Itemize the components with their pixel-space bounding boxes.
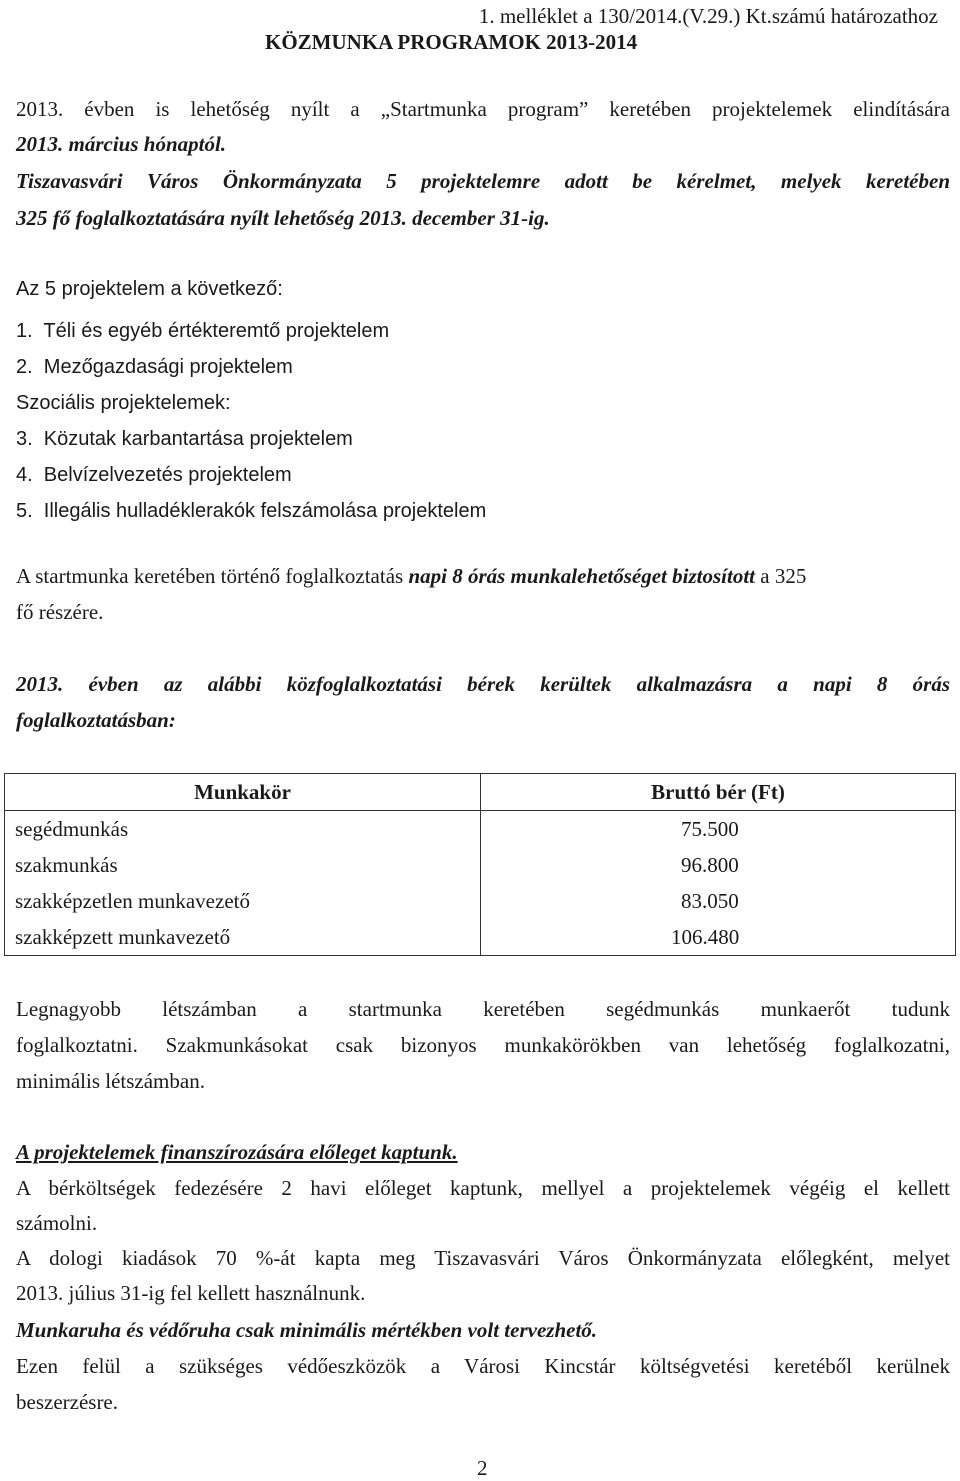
financing-p2-line-2: 2013. július 31-ig fel kellett használnunk. — [16, 1281, 366, 1305]
list-item: 5. Illegális hulladéklerakók felszámolása projektelem — [16, 500, 487, 522]
table-header-cell: Bruttó bér (Ft) — [481, 774, 956, 811]
list-item: 2. Mezőgazdasági projektelem — [16, 356, 293, 378]
table-cell: 96.800 — [481, 847, 956, 883]
startmunka-line-2: fő részére. — [16, 600, 104, 624]
annex-reference: 1. melléklet a 130/2014.(V.29.) Kt.számú határozathoz — [478, 4, 938, 28]
intro-line-4: 325 fő foglalkoztatására nyílt lehetőség 2013. december 31-ig. — [16, 206, 550, 230]
table-row — [5, 883, 956, 919]
workforce-line-1: Legnagyobb létszámban a startmunka keretében segédmunkás munkaerőt tudunk — [16, 997, 950, 1021]
list-subheading: Szociális projektelemek: — [16, 392, 231, 414]
financing-p3-line-2: beszerzésre. — [16, 1390, 119, 1414]
list-item: 4. Belvízelvezetés projektelem — [16, 464, 292, 486]
wages-table — [4, 773, 956, 956]
list-item: 3. Közutak karbantartása projektelem — [16, 428, 353, 450]
financing-heading: A projektelemek finanszírozására előleget kaptunk. — [16, 1140, 458, 1164]
startmunka-text: A startmunka keretében történő foglalkoztatás — [16, 564, 409, 588]
intro-line-2: 2013. március hónaptól. — [16, 132, 227, 156]
table-cell: 83.050 — [481, 883, 956, 919]
table-cell: szakképzett munkavezető — [5, 919, 481, 956]
workforce-line-3: minimális létszámban. — [16, 1069, 205, 1093]
projects-list — [16, 313, 486, 529]
startmunka-text-end: a 325 — [755, 564, 807, 588]
wages-intro-line-1: 2013. évben az alábbi közfoglalkoztatási bérek kerültek alkalmazásra a napi 8 órás — [16, 672, 950, 696]
clothing-note: Munkaruha és védőruha csak minimális mértékben volt tervezhető. — [16, 1318, 598, 1342]
table-row — [5, 847, 956, 883]
page-number: 2 — [477, 1456, 488, 1480]
projects-heading: Az 5 projektelem a következő: — [16, 278, 283, 300]
intro-line-1: 2013. évben is lehetőség nyílt a „Startmunka program” keretében projektelemek elindítására — [16, 97, 950, 121]
startmunka-line-1 — [16, 564, 806, 589]
wages-intro-line-2: foglalkoztatásban: — [16, 708, 176, 732]
financing-p1-line-2: számolni. — [16, 1211, 98, 1235]
financing-p3-line-1: Ezen felül a szükséges védőeszközök a Városi Kincstár költségvetési keretéből kerülnek — [16, 1354, 950, 1378]
intro-line-3: Tiszavasvári Város Önkormányzata 5 projektelemre adott be kérelmet, melyek keretében — [16, 169, 950, 193]
financing-p2-line-1: A dologi kiadások 70 %-át kapta meg Tiszavasvári Város Önkormányzata előlegként, melyet — [16, 1246, 950, 1270]
table-cell: szakképzetlen munkavezető — [5, 883, 481, 919]
table-cell: segédmunkás — [5, 811, 481, 848]
financing-p1-line-1: A bérköltségek fedezésére 2 havi előleget kaptunk, mellyel a projektelemek végéig el kellett — [16, 1176, 950, 1200]
workforce-line-2: foglalkoztatni. Szakmunkásokat csak bizonyos munkakörökben van lehetőség foglalkozatni, — [16, 1033, 950, 1057]
table-row — [5, 919, 956, 956]
table-cell: szakmunkás — [5, 847, 481, 883]
table-cell: 75.500 — [481, 811, 956, 848]
table-row — [5, 811, 956, 848]
list-item: 1. Téli és egyéb értékteremtő projektelem — [16, 320, 390, 342]
startmunka-emphasis: napi 8 órás munkalehetőséget biztosított — [408, 564, 755, 588]
document-title: KÖZMUNKA PROGRAMOK 2013-2014 — [265, 30, 638, 54]
table-cell: 106.480 — [481, 919, 956, 956]
table-header-cell: Munkakör — [5, 774, 481, 811]
table-header-row — [5, 774, 956, 811]
